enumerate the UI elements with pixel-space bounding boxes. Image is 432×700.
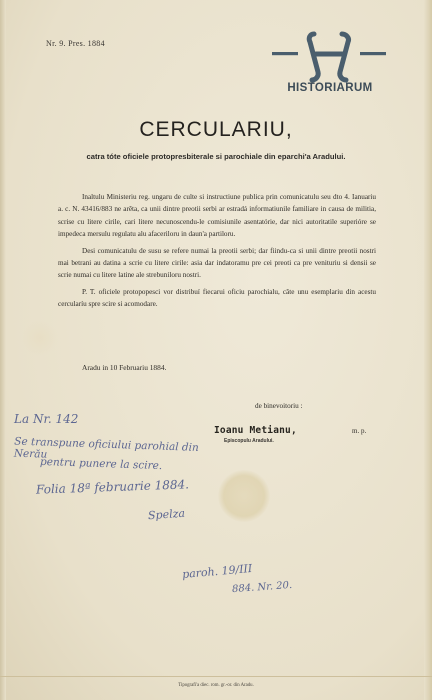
document-title: CERCULARIU, bbox=[139, 118, 293, 141]
signature-title: Episcopulu Aradului. bbox=[224, 438, 274, 444]
signature-suffix: m. p. bbox=[352, 427, 367, 435]
date-line: Aradu in 10 Februariu 1884. bbox=[82, 363, 167, 372]
document-subtitle: catra tóte oficiele protopresbiterale si parochiale din eparchi'a Aradului. bbox=[86, 152, 346, 161]
paper-stain bbox=[22, 320, 58, 356]
handwritten-note: Se transpune oficiului parohial din Nerău bbox=[13, 435, 199, 461]
handwritten-note: pentru punere la scire. bbox=[39, 455, 163, 473]
handwritten-note: Folia 18ª februarie 1884. bbox=[35, 477, 190, 497]
printer-footer: Tipografi'a diec. rom. gr.-or. din Aradu. bbox=[178, 683, 254, 688]
watermark-brand: HISTORIARUM bbox=[287, 82, 373, 94]
paper-stain bbox=[218, 470, 270, 522]
closing-line: de binevoitoriu : bbox=[255, 402, 303, 410]
handwritten-note: 884. Nr. 20. bbox=[231, 579, 293, 596]
footer-divider bbox=[0, 676, 432, 677]
document-body bbox=[58, 191, 376, 315]
signature-name: Ioanu Metianu, bbox=[214, 425, 297, 436]
handwritten-note: paroh. 19/III bbox=[181, 561, 253, 582]
body-paragraph: Inaltulu Ministeriu reg. ungaru de culte si instructiune publica prin comunicatulu seu dto 4. Ianuariu a. c. N. 43416/883 ne arĕta, ca unii dintre preotii serbi ar estradá informatiunile familiare in causa de militia, scrise cu litere cirile, cari litere necunoscendu-le comisiunile asentatórie, dar nici autoritatile superióre se impedeca mersulu regulatu alu afaceriloru in daun'a partiloru. bbox=[58, 193, 376, 239]
document-number: Nr. 9. Pres. 1884 bbox=[46, 39, 105, 48]
body-paragraph: P. T. oficiele protopopesci vor distribuí fiecarui oficiu parochialu, câte unu esemplariu din acestu cercularíu spre scire si acomodare. bbox=[58, 287, 376, 309]
paper-edge-left bbox=[0, 0, 6, 700]
paper-edge-right bbox=[424, 0, 432, 700]
handwritten-signature: Spelza bbox=[147, 506, 186, 523]
handwritten-note: La Nr. 142 bbox=[14, 412, 79, 426]
body-paragraph: Desi comunicatulu de susu se refere numai la preotii serbi; dar fiindu-ca si unii dintre preotii nostri mai betrani au datina a scrie cu litere cirile: asia dar indatoramu pre cei preoti ca pre venituriu si densii se scrie numai cu litere latine ale strebuniloru nostri. bbox=[58, 246, 376, 280]
